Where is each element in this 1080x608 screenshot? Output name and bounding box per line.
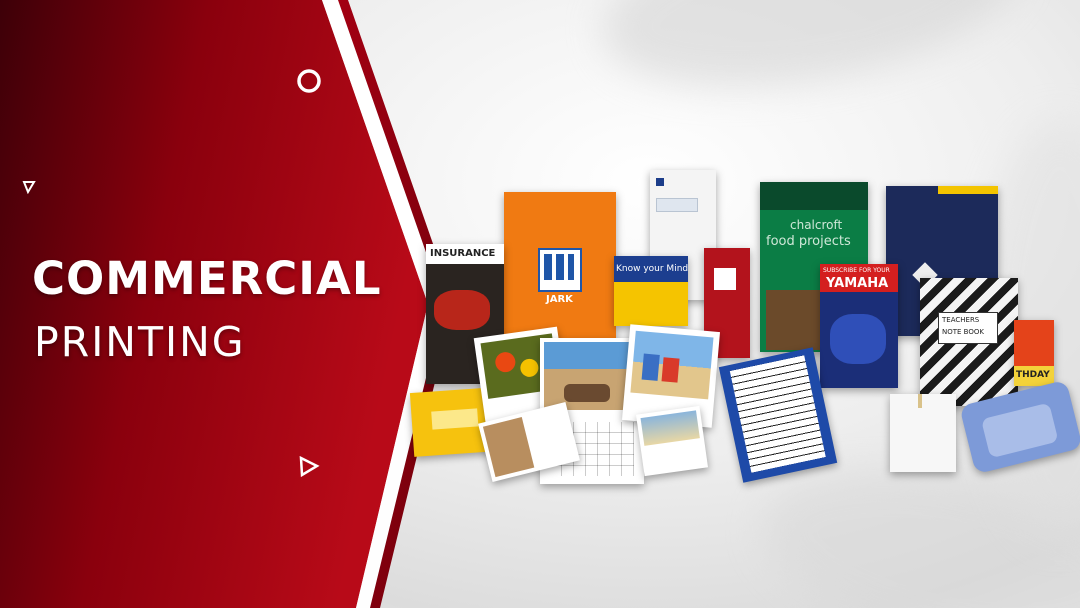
magazine-yamaha-top: SUBSCRIBE FOR YOUR	[823, 267, 890, 274]
notebook-line1: TEACHERS	[942, 316, 980, 324]
birthday-card	[1014, 320, 1054, 386]
triangle-icon	[22, 180, 36, 194]
sailing-desk-calendar	[636, 406, 708, 476]
white-notepad	[890, 394, 956, 472]
brochure-food-line2: food projects	[766, 234, 851, 249]
orange-folder	[504, 192, 616, 342]
magazine-yamaha-title: YAMAHA	[826, 276, 889, 291]
headline: COMMERCIAL	[32, 252, 382, 305]
brochure-insurance-text: INSURANCE	[430, 248, 496, 259]
folder-logo-text: JARK	[546, 294, 573, 305]
subline: PRINTING	[34, 318, 246, 366]
brochure-food-line1: chalcroft	[790, 218, 843, 232]
brochure-mind-text: Know your Mind	[616, 264, 688, 274]
yamaha-magazine	[820, 264, 898, 388]
ring-icon	[296, 68, 322, 94]
notebook-line2: NOTE BOOK	[942, 328, 984, 336]
birthday-card-text: THDAY	[1016, 370, 1050, 380]
triangle-icon	[298, 456, 320, 478]
product-collage	[400, 160, 1080, 500]
striped-notebook	[920, 278, 1018, 406]
mind-brochure	[614, 256, 688, 326]
